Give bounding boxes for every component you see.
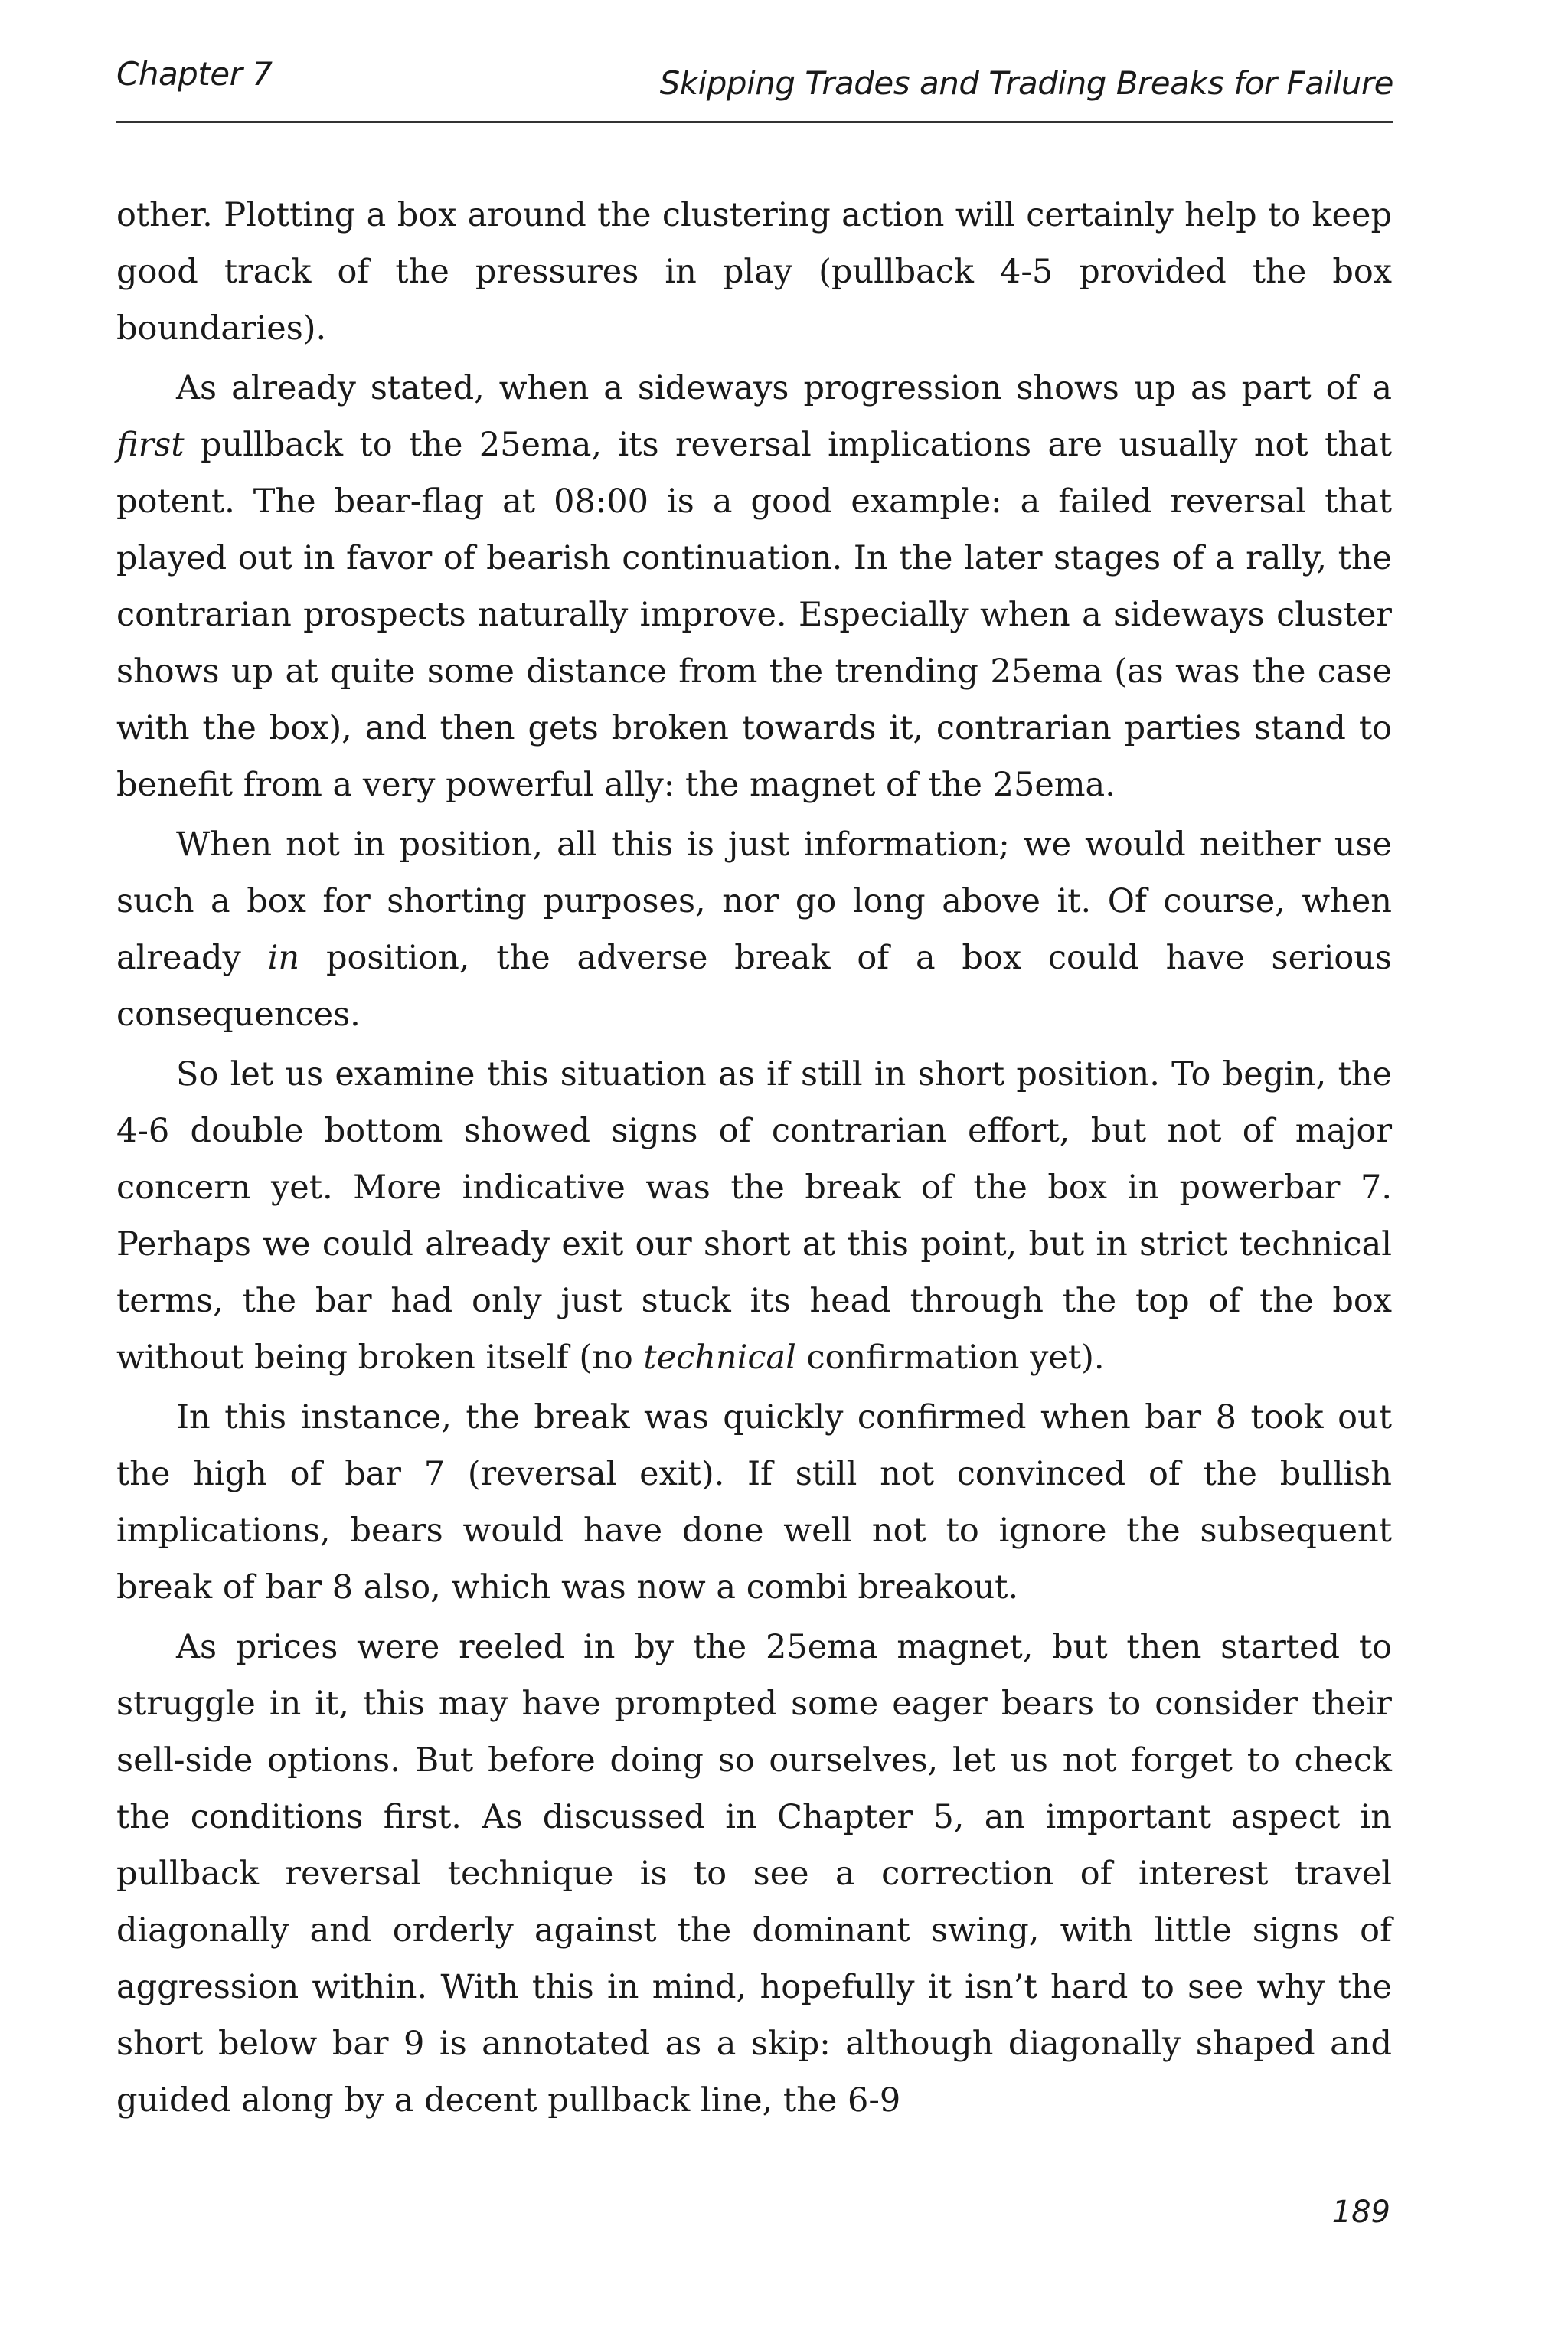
paragraph-4 bbox=[116, 1046, 1392, 1386]
section-title: Skipping Trades and Trading Breaks for Failure bbox=[659, 64, 1393, 102]
running-head bbox=[116, 47, 1393, 123]
body-text bbox=[116, 187, 1392, 2129]
chapter-label: Chapter 7 bbox=[116, 55, 273, 93]
emphasis-text: in bbox=[267, 939, 300, 977]
emphasis-text: technical bbox=[643, 1339, 796, 1377]
paragraph-text: As already stated, when a sideways progression shows up as part of a bbox=[176, 369, 1392, 407]
paragraph-5 bbox=[116, 1389, 1392, 1616]
paragraph-text: other. Plotting a box around the clustering action will certainly help to keep good track of the pressures in play (pullback 4-5 provided the box boundaries). bbox=[116, 196, 1392, 348]
paragraph-6 bbox=[116, 1619, 1392, 2129]
paragraph-2 bbox=[116, 360, 1392, 813]
emphasis-text: first bbox=[116, 426, 185, 464]
paragraph-text: In this instance, the break was quickly confirmed when bar 8 took out the high of bar 7 (reversal exit). If still not convinced of the bullish implications, bears would have done well not to ignore the subsequent break of bar 8 also, which was now a combi breakout. bbox=[116, 1398, 1392, 1607]
paragraph-text: So let us examine this situation as if still in short position. To begin, the 4-6 double bottom showed signs of contrarian effort, but not of major concern yet. More indicative was the break of the box in powerbar 7. Perhaps we could already exit our short at this point, but in strict technical terms, the bar had only just stuck its head through the top of the box without being broken itself (no bbox=[116, 1055, 1392, 1377]
paragraph-text: confirmation yet). bbox=[795, 1339, 1105, 1377]
paragraph-text: As prices were reeled in by the 25ema magnet, but then started to struggle in it, this may have prompted some eager bears to consider their sell-side options. But before doing so ourselves, let us not forget to check the conditions first. As discussed in Chapter 5, an important aspect in pullback reversal technique is to see a correction of interest travel diagonally and orderly against the dominant swing, with little signs of aggression within. With this in mind, hopefully it isn’t hard to see why the short below bar 9 is annotated as a skip: although diagonally shaped and guided along by a decent pullback line, the 6-9 bbox=[116, 1628, 1392, 2120]
page-number: 189 bbox=[1331, 2195, 1390, 2230]
paragraph-text: When not in position, all this is just information; we would neither use such a box for shorting purposes, nor go long above it. Of course, when already bbox=[116, 825, 1392, 977]
paragraph-1 bbox=[116, 187, 1392, 357]
paragraph-3 bbox=[116, 816, 1392, 1043]
paragraph-text: position, the adverse break of a box could have serious consequences. bbox=[116, 939, 1393, 1034]
paragraph-text: pullback to the 25ema, its reversal implications are usually not that potent. The bear-flag at 08:00 is a good example: a failed reversal that played out in favor of bearish continuation. In the later stages of a rally, the contrarian prospects naturally improve. Especially when a sideways cluster shows up at quite some distance from the trending 25ema (as was the case with the box), and then gets broken towards it, contrarian parties stand to benefit from a very powerful ally: the magnet of the 25ema. bbox=[116, 426, 1392, 804]
